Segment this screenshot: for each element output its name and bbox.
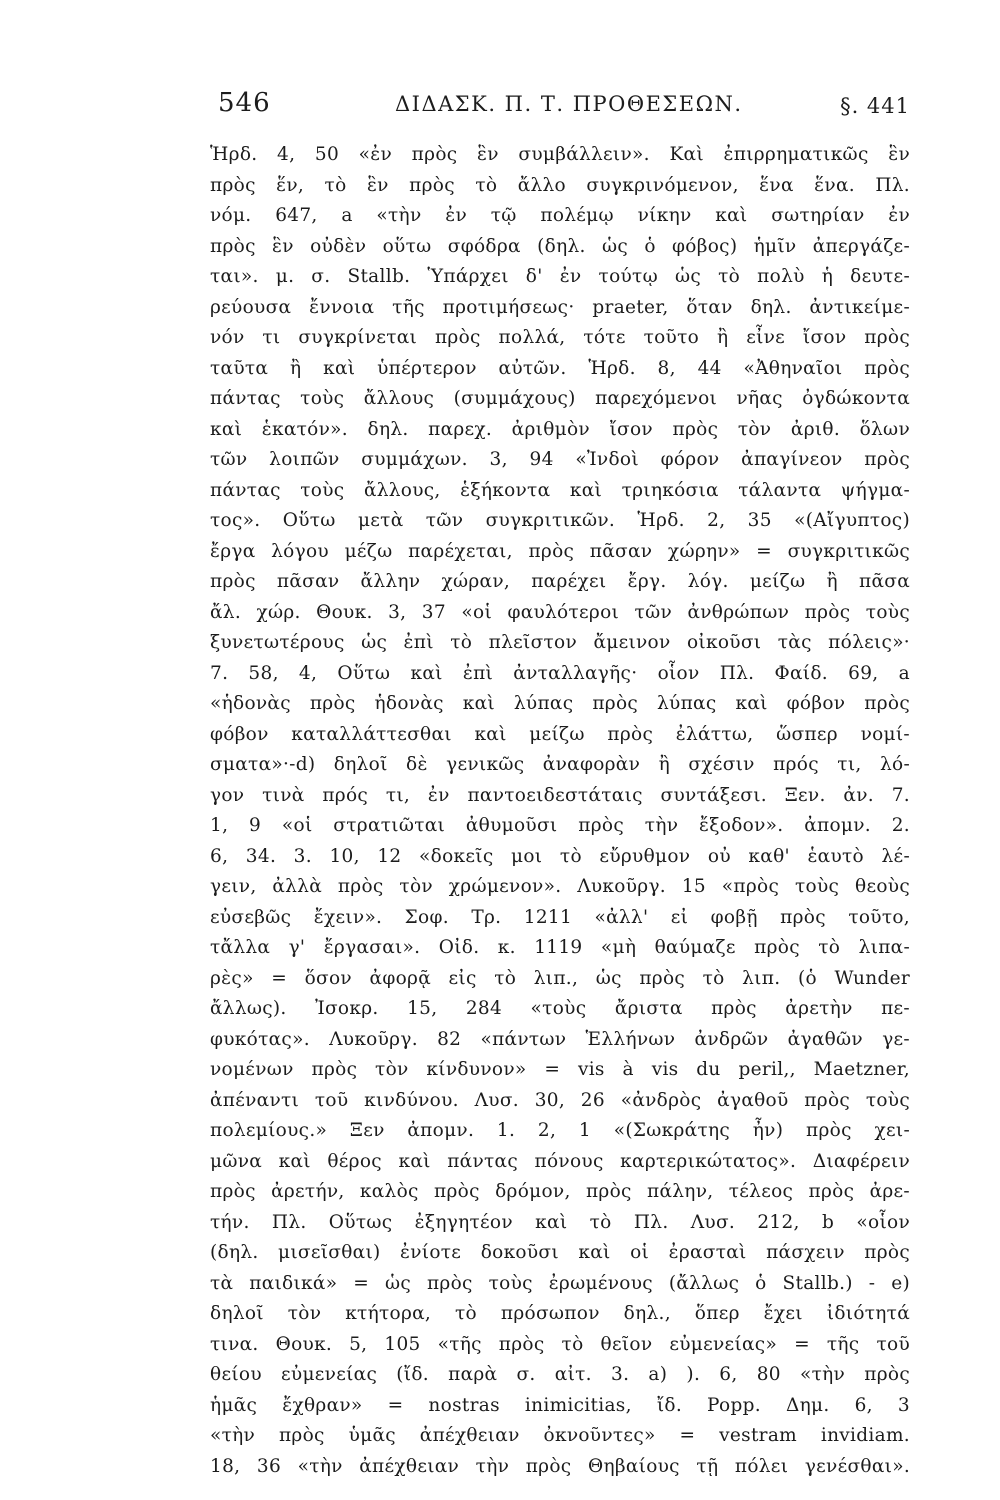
text-line: πολεμίους.» Ξεν ἀπομν. 1. 2, 1 «(Σωκράτης ἦν) πρὸς χει-: [210, 1120, 910, 1141]
section-number: §. 441: [840, 94, 910, 118]
page-header: [210, 88, 910, 128]
text-line: τἄλλα γ' ἔργασαι». Οἰδ. κ. 1119 «μὴ θαύμαζε πρὸς τὸ λιπα-: [210, 937, 910, 958]
text-line: Ἡρδ. 4, 50 «ἐν πρὸς ἓν συμβάλλειν». Καὶ ἐπιρρηματικῶς ἓν: [210, 144, 910, 165]
page-number: 546: [218, 88, 271, 118]
text-line: 7. 58, 4, Οὕτω καὶ ἐπὶ ἀνταλλαγῆς· οἷον Πλ. Φαίδ. 69, a: [210, 662, 910, 684]
text-line: ταῦτα ἢ καὶ ὑπέρτερον αὐτῶν. Ἡρδ. 8, 44 «Ἀθηναῖοι πρὸς: [210, 357, 910, 379]
text-line: φυκότας». Λυκοῦργ. 82 «πάντων Ἑλλήνων ἀνδρῶν ἀγαθῶν γε-: [210, 1028, 910, 1050]
text-line: τήν. Πλ. Οὕτως ἐξηγητέον καὶ τὸ Πλ. Λυσ. 212, b «οἷον: [210, 1211, 910, 1233]
text-line: νόν τι συγκρίνεται πρὸς πολλά, τότε τοῦτο ἢ εἶνε ἴσον πρὸς: [210, 327, 910, 348]
text-line: ἄλλως). Ἰσοκρ. 15, 284 «τοὺς ἄριστα πρὸς ἀρετὴν πε-: [210, 998, 910, 1019]
text-line: πρὸς ἕν, τὸ ἓν πρὸς τὸ ἄλλο συγκρινόμενον, ἕνα ἕνα. Πλ.: [210, 174, 910, 196]
text-line: 18, 36 «τὴν ἀπέχθειαν τὴν πρὸς Θηβαίους τῇ πόλει γενέσθαι».: [210, 1455, 910, 1477]
text-line: σματα»·-d) δηλοῖ δὲ γενικῶς ἀναφορὰν ἢ σχέσιν πρός τι, λό-: [210, 754, 910, 775]
text-line: ρεύουσα ἔννοια τῆς προτιμήσεως· praeter, ὅταν δηλ. ἀντικείμε-: [210, 296, 910, 318]
text-line: τὰ παιδικά» = ὡς πρὸς τοὺς ἐρωμένους (ἄλλως ὁ Stallb.) - e): [210, 1272, 910, 1294]
text-line: ρὲς» = ὅσον ἀφορᾷ εἰς τὸ λιπ., ὡς πρὸς τὸ λιπ. (ὁ Wunder: [210, 967, 910, 989]
running-title: ΔΙΔΑΣΚ. Π. Τ. ΠΡΟΘΕΣΕΩΝ.: [395, 92, 743, 116]
text-line: 6, 34. 3. 10, 12 «δοκεῖς μοι τὸ εὔρυθμον οὐ καθ' ἑαυτὸ λέ-: [210, 845, 910, 867]
text-line: τινα. Θουκ. 5, 105 «τῆς πρὸς τὸ θεῖον εὐμενείας» = τῆς τοῦ: [210, 1333, 910, 1355]
text-line: φόβον καταλλάττεσθαι καὶ μείζω πρὸς ἐλάττω, ὥσπερ νομί-: [210, 723, 910, 745]
text-line: «ἡδονὰς πρὸς ἡδονὰς καὶ λύπας πρὸς λύπας καὶ φόβον πρὸς: [210, 693, 910, 714]
text-line: πρὸς ἀρετήν, καλὸς πρὸς δρόμον, πρὸς πάλην, τέλεος πρὸς ἀρε-: [210, 1181, 910, 1202]
text-line: μῶνα καὶ θέρος καὶ πάντας πόνους καρτερικώτατος». Διαφέρειν: [210, 1150, 910, 1172]
text-line: πρὸς πᾶσαν ἄλλην χώραν, παρέχει ἔργ. λόγ. μείζω ἢ πᾶσα: [210, 571, 910, 592]
text-line: θείου εὐμενείας (ἴδ. παρὰ σ. αἰτ. 3. a) ). 6, 80 «τὴν πρὸς: [210, 1364, 910, 1385]
text-line: γειν, ἀλλὰ πρὸς τὸν χρώμενον». Λυκοῦργ. 15 «πρὸς τοὺς θεοὺς: [210, 876, 910, 897]
text-line: νομένων πρὸς τὸν κίνδυνον» = vis à vis du peril,, Maetzner,: [210, 1059, 910, 1080]
text-line: ξυνετωτέρους ὡς ἐπὶ τὸ πλεῖστον ἄμεινον οἰκοῦσι τὰς πόλεις»·: [210, 632, 910, 653]
text-line: «τὴν πρὸς ὑμᾶς ἀπέχθειαν ὀκνοῦντες» = vestram invidiam.: [210, 1425, 910, 1446]
text-line: ἔργα λόγου μέζω παρέχεται, πρὸς πᾶσαν χώρην» = συγκριτικῶς: [210, 540, 910, 562]
body-text: [210, 140, 910, 1482]
text-line: πάντας τοὺς ἄλλους, ἑξήκοντα καὶ τριηκόσια τάλαντα ψήγμα-: [210, 479, 910, 501]
text-line: δηλοῖ τὸν κτήτορα, τὸ πρόσωπον δηλ., ὅπερ ἔχει ἰδιότητά: [210, 1303, 910, 1324]
text-line: ἡμᾶς ἔχθραν» = nostras inimicitias, ἴδ. Popp. Δημ. 6, 3: [210, 1394, 910, 1416]
text-line: 1, 9 «οἱ στρατιῶται ἀθυμοῦσι πρὸς τὴν ἔξοδον». ἀπομν. 2.: [210, 815, 910, 836]
text-line: τῶν λοιπῶν συμμάχων. 3, 94 «Ἰνδοὶ φόρον ἀπαγίνεον πρὸς: [210, 449, 910, 470]
text-line: πάντας τοὺς ἄλλους (συμμάχους) παρεχόμενοι νῆας ὀγδώκοντα: [210, 388, 910, 409]
text-line: ται». μ. σ. Stallb. Ὑπάρχει δ' ἐν τούτῳ ὡς τὸ πολὺ ἡ δευτε-: [210, 266, 910, 287]
text-line: ἄλ. χώρ. Θουκ. 3, 37 «οἱ φαυλότεροι τῶν ἀνθρώπων πρὸς τοὺς: [210, 601, 910, 623]
text-line: πρὸς ἓν οὐδὲν οὕτω σφόδρα (δηλ. ὡς ὁ φόβος) ἡμῖν ἀπεργάζε-: [210, 235, 910, 257]
text-line: εὐσεβῶς ἔχειν». Σοφ. Τρ. 1211 «ἀλλ' εἰ φοβῇ πρὸς τοῦτο,: [210, 906, 910, 928]
text-line: ἀπέναντι τοῦ κινδύνου. Λυσ. 30, 26 «ἀνδρὸς ἀγαθοῦ πρὸς τοὺς: [210, 1089, 910, 1111]
text-line: γον τινὰ πρός τι, ἐν παντοειδεστάταις συντάξεσι. Ξεν. ἀν. 7.: [210, 784, 910, 806]
text-line: νόμ. 647, a «τὴν ἐν τῷ πολέμῳ νίκην καὶ σωτηρίαν ἐν: [210, 205, 910, 226]
text-line: καὶ ἑκατόν». δηλ. παρεχ. ἀριθμὸν ἴσον πρὸς τὸν ἀριθ. ὅλων: [210, 418, 910, 440]
text-line: τος». Οὕτω μετὰ τῶν συγκριτικῶν. Ἡρδ. 2, 35 «(Αἴγυπτος): [210, 510, 910, 531]
text-line: (δηλ. μισεῖσθαι) ἐνίοτε δοκοῦσι καὶ οἱ ἐρασταὶ πάσχειν πρὸς: [210, 1242, 910, 1263]
